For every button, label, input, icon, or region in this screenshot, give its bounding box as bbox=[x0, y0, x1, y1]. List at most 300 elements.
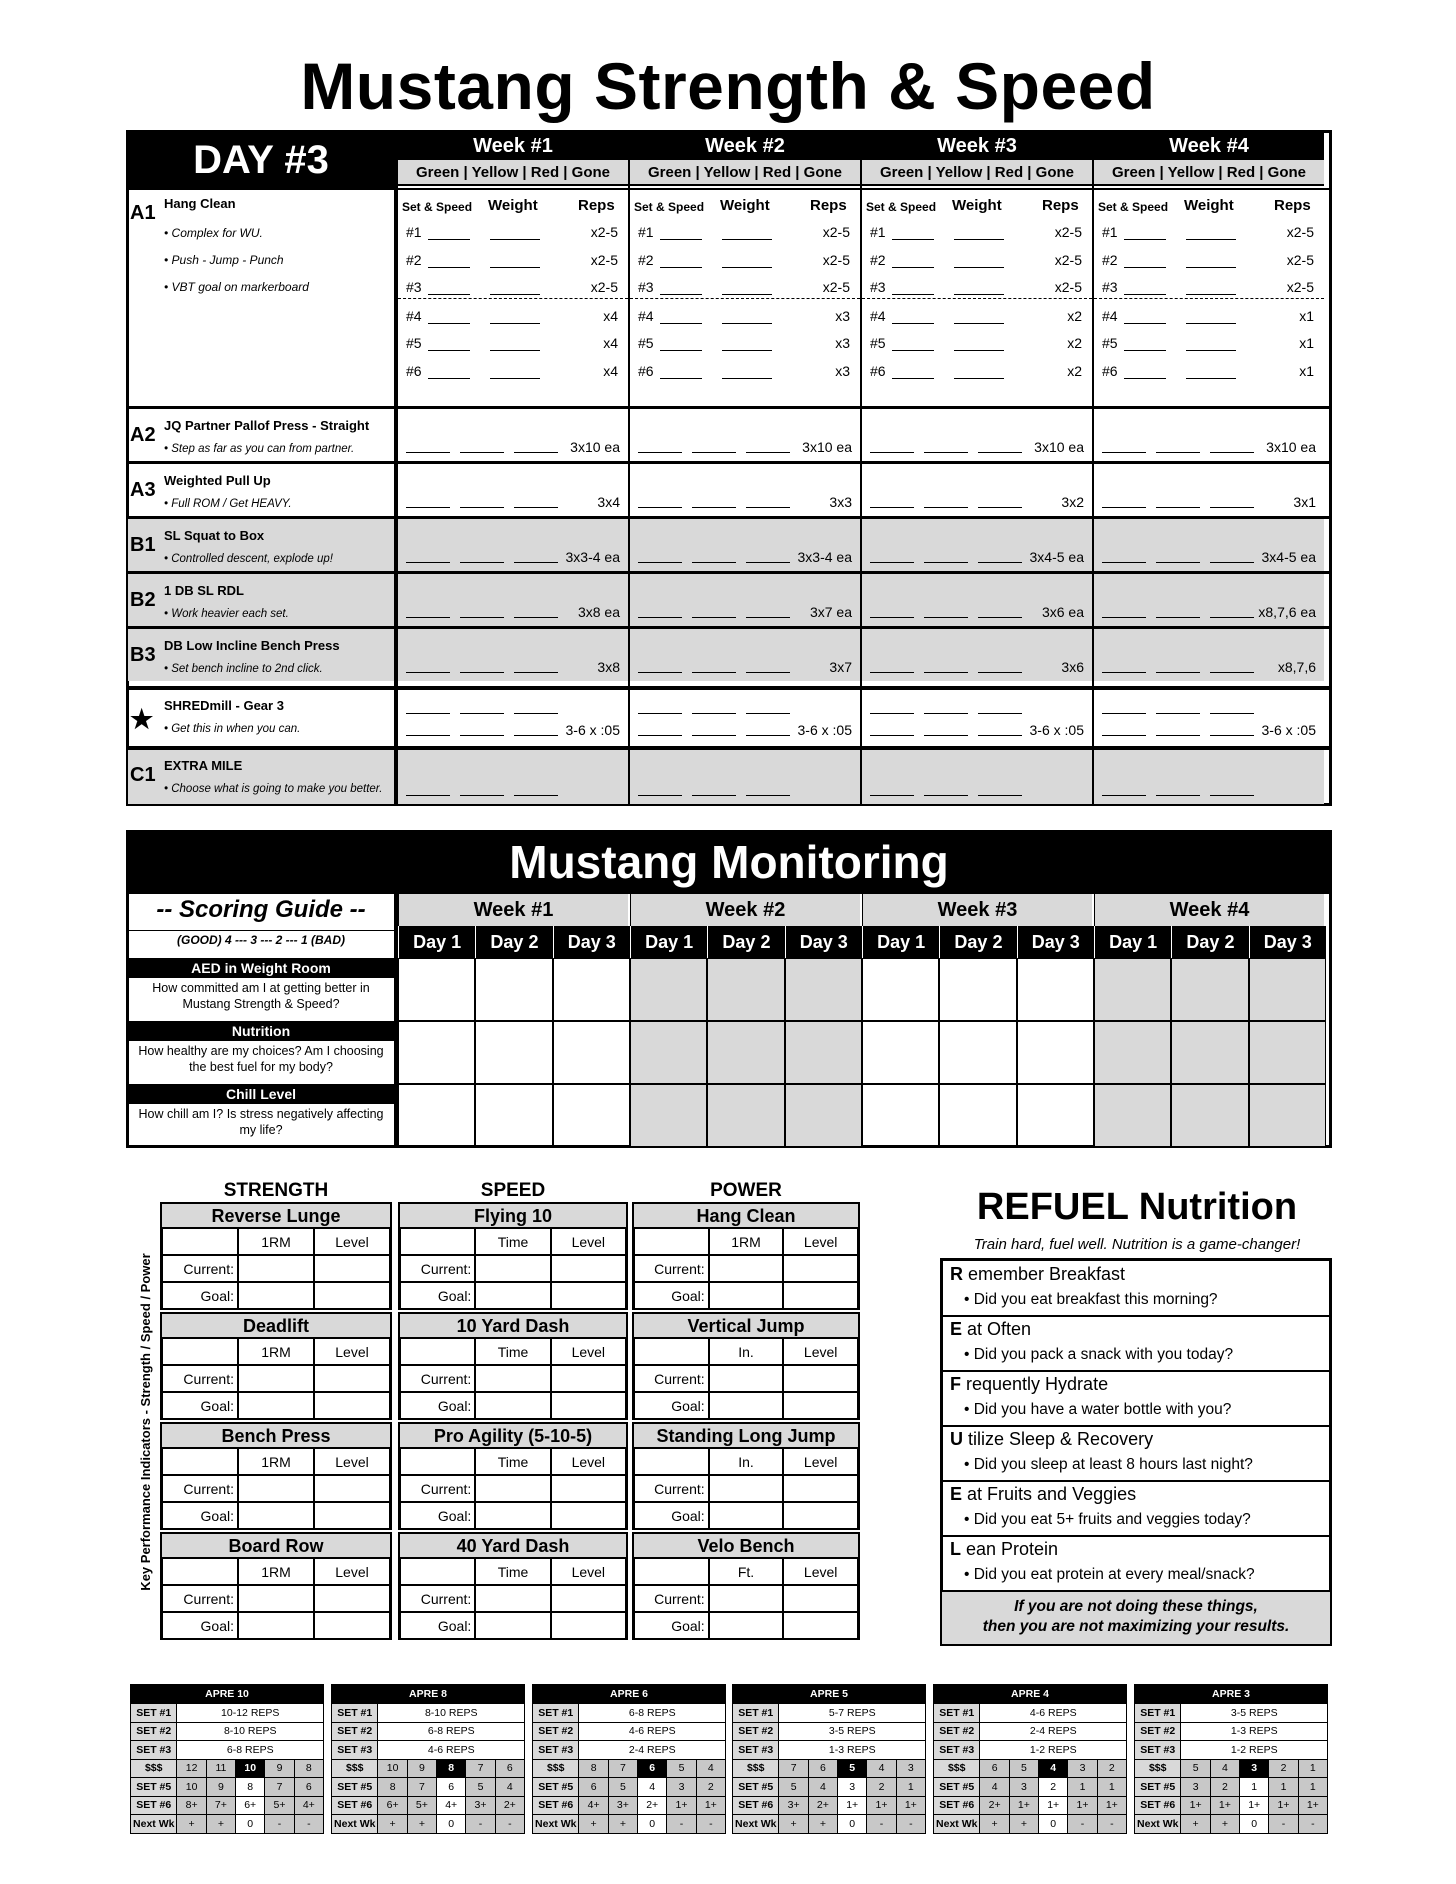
entry-blank[interactable] bbox=[460, 553, 504, 563]
dashed-divider bbox=[398, 298, 628, 299]
speed-blank[interactable] bbox=[892, 339, 934, 351]
weight-blank[interactable] bbox=[1186, 283, 1236, 295]
apre-value: 1+ bbox=[838, 1796, 867, 1815]
score-cell[interactable] bbox=[630, 958, 707, 1021]
speed-blank[interactable] bbox=[660, 283, 702, 295]
entry-blank[interactable] bbox=[1210, 786, 1254, 796]
speed-blank[interactable] bbox=[660, 312, 702, 324]
exercise-name: EXTRA MILE bbox=[164, 758, 243, 773]
score-cell[interactable] bbox=[1171, 958, 1248, 1021]
entry-blank[interactable] bbox=[978, 704, 1022, 714]
entry-blank[interactable] bbox=[406, 726, 450, 736]
entry-blank[interactable] bbox=[870, 443, 914, 453]
apre-title: APRE 10 bbox=[131, 1685, 324, 1704]
weight-blank[interactable] bbox=[722, 312, 772, 324]
score-cell[interactable] bbox=[862, 1084, 939, 1147]
speed-blank[interactable] bbox=[428, 228, 470, 240]
speed-blank[interactable] bbox=[660, 256, 702, 268]
entry-blank[interactable] bbox=[406, 608, 450, 618]
entry-blank[interactable] bbox=[924, 443, 968, 453]
weight-blank[interactable] bbox=[954, 283, 1004, 295]
speed-blank[interactable] bbox=[892, 256, 934, 268]
kpi-level: Level bbox=[803, 1234, 838, 1250]
entry-blank[interactable] bbox=[1102, 443, 1146, 453]
speed-blank[interactable] bbox=[660, 367, 702, 379]
entry-blank[interactable] bbox=[638, 608, 682, 618]
score-cell[interactable] bbox=[1017, 958, 1094, 1021]
entry-blank[interactable] bbox=[460, 663, 504, 673]
kpi-cell[interactable] bbox=[314, 1365, 390, 1392]
reps-value: x2-5 bbox=[590, 251, 618, 268]
entry-blank[interactable] bbox=[692, 726, 736, 736]
entry-blank[interactable] bbox=[870, 608, 914, 618]
entry-blank[interactable] bbox=[870, 726, 914, 736]
weight-blank[interactable] bbox=[954, 312, 1004, 324]
apre-row-label: Next Wk bbox=[733, 1815, 779, 1834]
apre-value: 9 bbox=[265, 1759, 294, 1778]
score-cell[interactable] bbox=[1171, 1021, 1248, 1084]
score-cell[interactable] bbox=[398, 1021, 475, 1084]
kpi-goal-label: Goal: bbox=[200, 1288, 234, 1304]
kpi-cell[interactable] bbox=[783, 1282, 858, 1309]
apre-next: + bbox=[980, 1815, 1009, 1834]
kpi-test-name: Reverse Lunge bbox=[162, 1204, 390, 1228]
kpi-cell[interactable] bbox=[709, 1585, 784, 1612]
entry-blank[interactable] bbox=[514, 704, 558, 714]
kpi-cell[interactable] bbox=[709, 1612, 784, 1639]
score-cell[interactable] bbox=[939, 1084, 1016, 1147]
score-cell[interactable] bbox=[785, 1084, 862, 1147]
entry-blank[interactable] bbox=[692, 786, 736, 796]
apre-row-label: SET #5 bbox=[332, 1778, 378, 1797]
apre-value: 7 bbox=[779, 1759, 808, 1778]
exercise-code: A1 bbox=[130, 202, 156, 224]
apre-value: 3+ bbox=[466, 1796, 495, 1815]
apre-row-label: Next Wk bbox=[1135, 1815, 1181, 1834]
apre-value: 10 bbox=[177, 1778, 206, 1797]
speed-blank[interactable] bbox=[892, 228, 934, 240]
apre-value: 4 bbox=[808, 1778, 837, 1797]
apre-value: 2 bbox=[1097, 1759, 1126, 1778]
apre-row-label: SET #5 bbox=[1135, 1778, 1181, 1797]
apre-value: 1 bbox=[1269, 1778, 1298, 1797]
entry-blank[interactable] bbox=[1210, 704, 1254, 714]
kpi-cell[interactable] bbox=[238, 1365, 314, 1392]
entry-blank[interactable] bbox=[638, 663, 682, 673]
entry-blank[interactable] bbox=[870, 663, 914, 673]
score-cell[interactable] bbox=[475, 958, 552, 1021]
speed-blank[interactable] bbox=[1124, 367, 1166, 379]
kpi-cell[interactable] bbox=[783, 1612, 858, 1639]
entry-blank[interactable] bbox=[692, 704, 736, 714]
weight-blank[interactable] bbox=[490, 283, 540, 295]
weight-blank[interactable] bbox=[490, 312, 540, 324]
entry-blank[interactable] bbox=[692, 443, 736, 453]
kpi-cell[interactable] bbox=[475, 1475, 550, 1502]
weight-blank[interactable] bbox=[1186, 256, 1236, 268]
kpi-cell[interactable] bbox=[475, 1282, 550, 1309]
entry-blank[interactable] bbox=[1156, 786, 1200, 796]
apre-value: 7 bbox=[265, 1778, 294, 1797]
entry-blank[interactable] bbox=[924, 704, 968, 714]
entry-blank[interactable] bbox=[1102, 608, 1146, 618]
score-cell[interactable] bbox=[398, 958, 475, 1021]
kpi-cell[interactable] bbox=[314, 1585, 390, 1612]
apre-value: 11 bbox=[206, 1759, 235, 1778]
entry-blank[interactable] bbox=[460, 498, 504, 508]
entry-blank[interactable] bbox=[692, 498, 736, 508]
exercise-name: JQ Partner Pallof Press - Straight bbox=[164, 418, 370, 433]
score-cell[interactable] bbox=[1249, 958, 1326, 1021]
set-number: #2 bbox=[406, 251, 422, 268]
kpi-cell[interactable] bbox=[551, 1612, 626, 1639]
entry-blank[interactable] bbox=[870, 786, 914, 796]
score-cell[interactable] bbox=[939, 958, 1016, 1021]
reps-value: x2-5 bbox=[1286, 279, 1314, 295]
kpi-cell[interactable] bbox=[709, 1475, 784, 1502]
entry-blank[interactable] bbox=[692, 663, 736, 673]
entry-blank[interactable] bbox=[1156, 498, 1200, 508]
apre-value: 3 bbox=[1009, 1778, 1038, 1797]
kpi-cell[interactable] bbox=[709, 1502, 784, 1529]
entry-blank[interactable] bbox=[638, 443, 682, 453]
day-header: Day 1 bbox=[398, 926, 475, 958]
entry-blank[interactable] bbox=[870, 553, 914, 563]
reps-head: Reps bbox=[1274, 197, 1311, 214]
kpi-cell[interactable] bbox=[551, 1282, 626, 1309]
entry-blank[interactable] bbox=[514, 786, 558, 796]
score-cell[interactable] bbox=[707, 1021, 784, 1084]
apre-set-reps: 8-10 REPS bbox=[378, 1704, 525, 1723]
row-divider bbox=[128, 406, 1330, 409]
speed-blank[interactable] bbox=[1124, 283, 1166, 295]
kpi-cell[interactable] bbox=[709, 1282, 784, 1309]
kpi-cell[interactable] bbox=[551, 1392, 626, 1419]
weight-blank[interactable] bbox=[722, 367, 772, 379]
apre-value: 4 bbox=[867, 1759, 896, 1778]
apre-value: 5+ bbox=[265, 1796, 294, 1815]
refuel-item bbox=[950, 1374, 1108, 1395]
weight-blank[interactable] bbox=[1186, 367, 1236, 379]
score-cell[interactable] bbox=[1017, 1084, 1094, 1147]
entry-blank[interactable] bbox=[460, 704, 504, 714]
apre-next: + bbox=[1181, 1815, 1210, 1834]
weight-blank[interactable] bbox=[722, 228, 772, 240]
reps-value: x2 bbox=[1067, 307, 1082, 324]
kpi-cell[interactable] bbox=[238, 1392, 314, 1419]
score-cell[interactable] bbox=[707, 1084, 784, 1147]
entry-blank[interactable] bbox=[460, 608, 504, 618]
kpi-cell[interactable] bbox=[709, 1365, 784, 1392]
entry-blank[interactable] bbox=[1156, 553, 1200, 563]
kpi-current-label: Current: bbox=[654, 1481, 705, 1497]
kpi-cell[interactable] bbox=[783, 1475, 858, 1502]
entry-blank[interactable] bbox=[406, 663, 450, 673]
weight-blank[interactable] bbox=[954, 339, 1004, 351]
reps-value: x4 bbox=[603, 307, 618, 324]
entry-blank[interactable] bbox=[638, 726, 682, 736]
kpi-cell[interactable] bbox=[314, 1612, 390, 1639]
entry-blank[interactable] bbox=[638, 498, 682, 508]
kpi-cell[interactable] bbox=[551, 1585, 626, 1612]
weight-blank[interactable] bbox=[954, 228, 1004, 240]
kpi-column-title: SPEED bbox=[480, 1180, 546, 1201]
exercise-name: DB Low Incline Bench Press bbox=[164, 638, 340, 653]
speed-blank[interactable] bbox=[1124, 256, 1166, 268]
apre-set-label: SET #3 bbox=[1135, 1741, 1181, 1760]
exercise-code: B2 bbox=[130, 589, 156, 611]
apre-value: 1 bbox=[1240, 1778, 1269, 1797]
entry-blank[interactable] bbox=[406, 443, 450, 453]
kpi-cell[interactable] bbox=[475, 1612, 550, 1639]
entry-blank[interactable] bbox=[1156, 704, 1200, 714]
entry-blank[interactable] bbox=[460, 443, 504, 453]
kpi-cell[interactable] bbox=[475, 1502, 550, 1529]
set-number: #2 bbox=[638, 251, 654, 268]
speed-blank[interactable] bbox=[660, 228, 702, 240]
score-cell[interactable] bbox=[1249, 1021, 1326, 1084]
entry-blank[interactable] bbox=[870, 498, 914, 508]
apre-value: 1 bbox=[1298, 1759, 1327, 1778]
kpi-cell[interactable] bbox=[783, 1585, 858, 1612]
score-cell[interactable] bbox=[398, 1084, 475, 1147]
refuel-item bbox=[950, 1539, 1058, 1560]
speed-blank[interactable] bbox=[1124, 312, 1166, 324]
apre-set-label: SET #1 bbox=[1135, 1704, 1181, 1723]
kpi-level: Level bbox=[571, 1344, 606, 1360]
kpi-cell[interactable] bbox=[551, 1475, 626, 1502]
kpi-cell[interactable] bbox=[783, 1255, 858, 1282]
apre-value: 7 bbox=[608, 1759, 637, 1778]
entry-blank[interactable] bbox=[924, 726, 968, 736]
weight-blank[interactable] bbox=[490, 256, 540, 268]
speed-blank[interactable] bbox=[428, 312, 470, 324]
kpi-cell[interactable] bbox=[551, 1502, 626, 1529]
speed-blank[interactable] bbox=[892, 283, 934, 295]
entry-blank[interactable] bbox=[460, 726, 504, 736]
entry-blank[interactable] bbox=[692, 608, 736, 618]
entry-blank[interactable] bbox=[924, 498, 968, 508]
entry-blank[interactable] bbox=[1102, 726, 1146, 736]
speed-blank[interactable] bbox=[892, 312, 934, 324]
weight-blank[interactable] bbox=[490, 339, 540, 351]
kpi-test-name: Deadlift bbox=[162, 1314, 390, 1338]
refuel-letter: L bbox=[950, 1539, 961, 1559]
apre-value: 2 bbox=[1210, 1778, 1239, 1797]
kpi-cell[interactable] bbox=[314, 1392, 390, 1419]
apre-title: APRE 4 bbox=[934, 1685, 1127, 1704]
entry-blank[interactable] bbox=[1156, 608, 1200, 618]
apre-title: APRE 5 bbox=[733, 1685, 926, 1704]
score-cell[interactable] bbox=[1249, 1084, 1326, 1147]
entry-blank[interactable] bbox=[460, 786, 504, 796]
entry-blank[interactable] bbox=[924, 608, 968, 618]
weight-blank[interactable] bbox=[1186, 228, 1236, 240]
kpi-cell[interactable] bbox=[709, 1392, 784, 1419]
entry-blank[interactable] bbox=[638, 786, 682, 796]
refuel-text: requently Hydrate bbox=[961, 1374, 1109, 1394]
week-header: Week #3 bbox=[862, 894, 1092, 926]
kpi-cell[interactable] bbox=[783, 1502, 858, 1529]
kpi-cell[interactable] bbox=[314, 1255, 390, 1282]
reps-value: 3x10 ea bbox=[570, 439, 620, 455]
kpi-goal-label: Goal: bbox=[200, 1508, 234, 1524]
score-cell[interactable] bbox=[1171, 1084, 1248, 1147]
score-cell[interactable] bbox=[1094, 1084, 1171, 1147]
entry-blank[interactable] bbox=[746, 786, 790, 796]
apre-value: 1+ bbox=[1269, 1796, 1298, 1815]
reps-value: 3x4-5 ea bbox=[1261, 549, 1316, 565]
entry-blank[interactable] bbox=[406, 786, 450, 796]
speed-blank[interactable] bbox=[660, 339, 702, 351]
kpi-cell[interactable] bbox=[238, 1282, 314, 1309]
entry-blank[interactable] bbox=[1156, 663, 1200, 673]
entry-blank[interactable] bbox=[638, 704, 682, 714]
entry-blank[interactable] bbox=[870, 704, 914, 714]
entry-blank[interactable] bbox=[406, 498, 450, 508]
kpi-cell[interactable] bbox=[783, 1365, 858, 1392]
score-cell[interactable] bbox=[475, 1021, 552, 1084]
kpi-cell[interactable] bbox=[475, 1365, 550, 1392]
speed-blank[interactable] bbox=[1124, 339, 1166, 351]
score-cell[interactable] bbox=[939, 1021, 1016, 1084]
kpi-cell[interactable] bbox=[551, 1365, 626, 1392]
kpi-cell[interactable] bbox=[475, 1255, 550, 1282]
reps-value: 3x6 bbox=[1061, 659, 1084, 675]
apre-value: 1+ bbox=[1181, 1796, 1210, 1815]
score-cell[interactable] bbox=[862, 958, 939, 1021]
day-header: Day 3 bbox=[553, 926, 630, 958]
entry-blank[interactable] bbox=[406, 704, 450, 714]
score-cell[interactable] bbox=[553, 1084, 630, 1147]
weight-blank[interactable] bbox=[954, 256, 1004, 268]
apre-table bbox=[532, 1684, 726, 1834]
exercise-note: • Push - Jump - Punch bbox=[164, 253, 284, 267]
score-cell[interactable] bbox=[1094, 1021, 1171, 1084]
score-cell[interactable] bbox=[630, 1021, 707, 1084]
speed-blank[interactable] bbox=[428, 367, 470, 379]
apre-set-reps: 2-4 REPS bbox=[579, 1741, 726, 1760]
score-cell[interactable] bbox=[475, 1084, 552, 1147]
entry-blank[interactable] bbox=[1102, 498, 1146, 508]
weight-blank[interactable] bbox=[954, 367, 1004, 379]
entry-blank[interactable] bbox=[1102, 553, 1146, 563]
kpi-cell[interactable] bbox=[709, 1255, 784, 1282]
kpi-cell[interactable] bbox=[783, 1392, 858, 1419]
entry-blank[interactable] bbox=[1102, 786, 1146, 796]
entry-blank[interactable] bbox=[978, 786, 1022, 796]
entry-blank[interactable] bbox=[746, 704, 790, 714]
apre-next: - bbox=[1269, 1815, 1298, 1834]
refuel-divider bbox=[942, 1480, 1330, 1482]
speed-blank[interactable] bbox=[428, 339, 470, 351]
monitor-category: Chill Level bbox=[128, 1084, 394, 1104]
apre-row-label: $$$ bbox=[733, 1759, 779, 1778]
day-header: Day 1 bbox=[862, 926, 939, 958]
kpi-cell[interactable] bbox=[238, 1255, 314, 1282]
speed-blank[interactable] bbox=[428, 283, 470, 295]
score-cell[interactable] bbox=[862, 1021, 939, 1084]
score-cell[interactable] bbox=[785, 1021, 862, 1084]
kpi-cell[interactable] bbox=[238, 1475, 314, 1502]
kpi-cell[interactable] bbox=[314, 1502, 390, 1529]
entry-blank[interactable] bbox=[1156, 443, 1200, 453]
entry-blank[interactable] bbox=[638, 553, 682, 563]
kpi-current-label: Current: bbox=[420, 1591, 472, 1607]
weight-blank[interactable] bbox=[722, 283, 772, 295]
entry-blank[interactable] bbox=[924, 663, 968, 673]
weight-blank[interactable] bbox=[1186, 312, 1236, 324]
score-cell[interactable] bbox=[785, 958, 862, 1021]
score-cell[interactable] bbox=[553, 1021, 630, 1084]
speed-blank[interactable] bbox=[428, 256, 470, 268]
reps-value: x2-5 bbox=[822, 279, 850, 295]
entry-blank[interactable] bbox=[924, 553, 968, 563]
kpi-cell[interactable] bbox=[475, 1392, 550, 1419]
weight-blank[interactable] bbox=[722, 256, 772, 268]
apre-row-label: SET #6 bbox=[733, 1796, 779, 1815]
apre-set-label: SET #2 bbox=[332, 1722, 378, 1741]
day-header: Day 2 bbox=[475, 926, 552, 958]
entry-blank[interactable] bbox=[924, 786, 968, 796]
kpi-cell[interactable] bbox=[238, 1612, 314, 1639]
kpi-level: Level bbox=[335, 1344, 369, 1360]
refuel-question: • Did you eat protein at every meal/snack? bbox=[964, 1566, 1255, 1583]
apre-value: 1+ bbox=[696, 1796, 725, 1815]
weight-blank[interactable] bbox=[1186, 339, 1236, 351]
kpi-cell[interactable] bbox=[551, 1255, 626, 1282]
reps-value: x3 bbox=[835, 335, 850, 351]
apre-next: - bbox=[1097, 1815, 1126, 1834]
entry-blank[interactable] bbox=[1156, 726, 1200, 736]
entry-blank[interactable] bbox=[692, 553, 736, 563]
apre-table bbox=[1134, 1684, 1328, 1834]
score-cell[interactable] bbox=[1017, 1021, 1094, 1084]
reps-value: x1 bbox=[1299, 335, 1314, 351]
kpi-cell[interactable] bbox=[238, 1502, 314, 1529]
row-divider bbox=[128, 686, 1330, 690]
day-header: Day 3 bbox=[1249, 926, 1326, 958]
weight-blank[interactable] bbox=[490, 228, 540, 240]
apre-row-label: SET #6 bbox=[332, 1796, 378, 1815]
speed-blank[interactable] bbox=[892, 367, 934, 379]
entry-blank[interactable] bbox=[1102, 704, 1146, 714]
kpi-current-label: Current: bbox=[654, 1371, 705, 1387]
kpi-unit: 1RM bbox=[261, 1564, 291, 1580]
kpi-cell[interactable] bbox=[314, 1475, 390, 1502]
kpi-cell[interactable] bbox=[314, 1282, 390, 1309]
entry-blank[interactable] bbox=[1102, 663, 1146, 673]
speed-blank[interactable] bbox=[1124, 228, 1166, 240]
reps-value: 3x10 ea bbox=[802, 439, 852, 455]
score-cell[interactable] bbox=[553, 958, 630, 1021]
weight-blank[interactable] bbox=[490, 367, 540, 379]
refuel-footer-2: then you are not maximizing your results. bbox=[982, 1618, 1290, 1635]
apre-title: APRE 8 bbox=[332, 1685, 525, 1704]
reps-value: 3x3 bbox=[829, 494, 852, 510]
kpi-cell[interactable] bbox=[238, 1585, 314, 1612]
reps-value: x2-5 bbox=[1286, 251, 1314, 268]
kpi-cell[interactable] bbox=[475, 1585, 550, 1612]
score-cell[interactable] bbox=[707, 958, 784, 1021]
apre-value: 6+ bbox=[378, 1796, 407, 1815]
score-cell[interactable] bbox=[630, 1084, 707, 1147]
score-cell[interactable] bbox=[1094, 958, 1171, 1021]
weight-blank[interactable] bbox=[722, 339, 772, 351]
day-header: Day 2 bbox=[939, 926, 1016, 958]
entry-blank[interactable] bbox=[406, 553, 450, 563]
apre-row-label: SET #6 bbox=[533, 1796, 579, 1815]
